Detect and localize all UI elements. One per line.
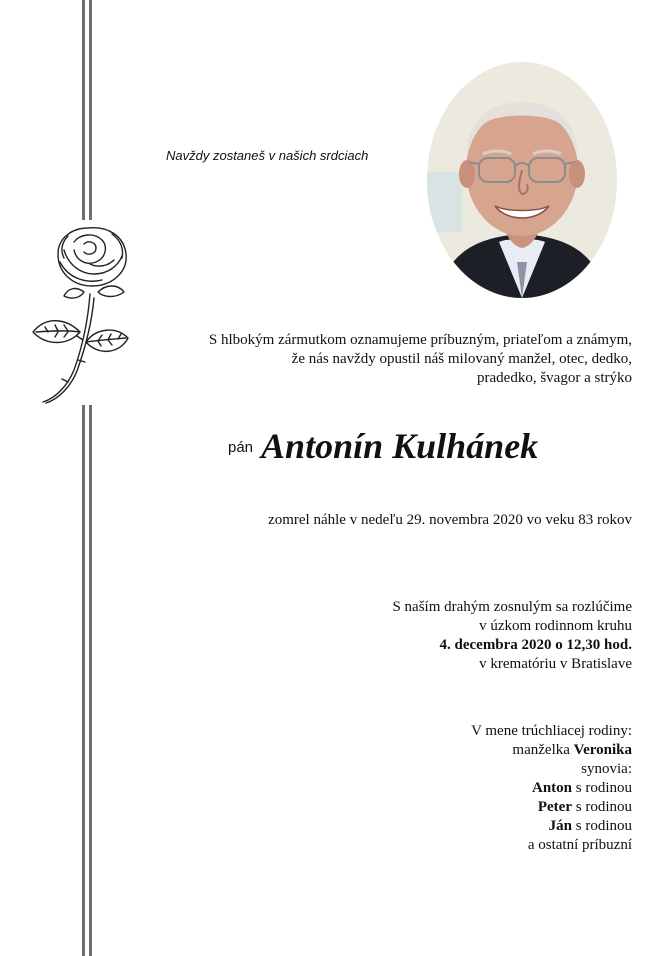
mourners-others: a ostatní príbuzní — [527, 837, 632, 853]
announcement-line: S hlbokým zármutkom oznamujeme príbuzným, priateľom a známym, — [208, 332, 632, 348]
border-line-right — [89, 0, 92, 956]
deceased-name: Antonín Kulhánek — [261, 426, 539, 466]
announcement-line: pradedko, švagor a strýko — [477, 370, 632, 386]
wife-name: Veronika — [573, 742, 632, 758]
mourners-heading: V mene trúchliacej rodiny: — [471, 723, 632, 739]
farewell-date-time: 4. decembra 2020 o 12,30 hod. — [439, 637, 632, 653]
mourner-wife: manželka Veronika — [512, 742, 632, 758]
death-notice: zomrel náhle v nedeľu 29. novembra 2020 vo veku 83 rokov — [268, 512, 632, 528]
deceased-name-line — [228, 425, 538, 467]
portrait-icon — [427, 62, 617, 298]
sons-label: synovia: — [581, 761, 632, 777]
rose-illustration — [28, 220, 144, 405]
rose-icon — [28, 220, 144, 405]
farewell-line: S naším drahým zosnulým sa rozlúčime — [392, 599, 632, 615]
mourners-list — [471, 722, 632, 855]
mourner-son: Ján s rodinou — [548, 818, 632, 834]
mourner-son: Peter s rodinou — [537, 799, 632, 815]
announcement-text — [209, 331, 632, 388]
portrait-photo — [427, 62, 617, 298]
farewell-place: v krematóriu v Bratislave — [479, 656, 632, 672]
farewell-info — [392, 598, 632, 674]
mourner-son: Anton s rodinou — [531, 780, 632, 796]
announcement-line: že nás navždy opustil náš milovaný manžel, otec, dedko, — [291, 351, 632, 367]
farewell-line: v úzkom rodinnom kruhu — [479, 618, 632, 634]
motto: Navždy zostaneš v našich srdciach — [166, 148, 369, 163]
border-line-left — [82, 0, 85, 956]
name-prefix: pán — [228, 439, 254, 456]
